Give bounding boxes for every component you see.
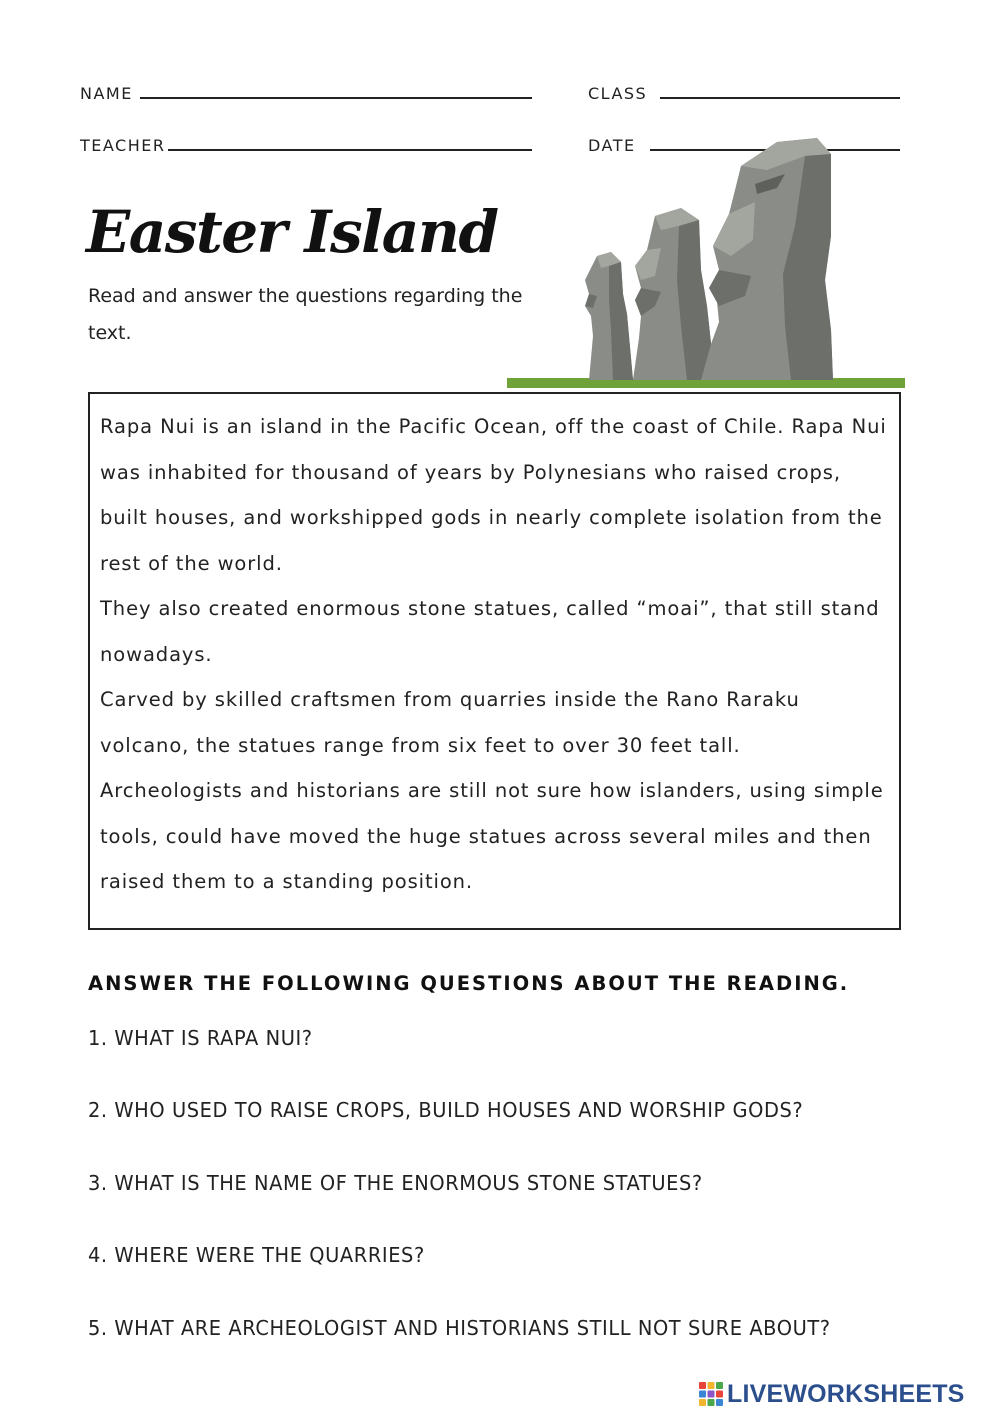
liveworksheets-logo-icon (698, 1381, 724, 1407)
moai-medium (633, 208, 715, 380)
question-1: 1. WHAT IS RAPA NUI? (88, 1026, 313, 1050)
moai-small (585, 252, 633, 380)
name-line[interactable] (140, 97, 532, 99)
moai-large (701, 138, 833, 380)
liveworksheets-logo-text: LIVEWORKSHEETS (727, 1379, 965, 1408)
question-5: 5. WHAT ARE ARCHEOLOGIST AND HISTORIANS STILL NOT SURE ABOUT? (88, 1316, 831, 1340)
moai-statues-icon (505, 130, 910, 392)
liveworksheets-logo[interactable] (698, 1378, 965, 1410)
reading-paragraph-2: They also created enormous stone statues, called “moai”, that still stand nowadays. (100, 597, 880, 666)
name-label: NAME (80, 84, 133, 103)
question-3: 3. WHAT IS THE NAME OF THE ENORMOUS STONE STATUES? (88, 1171, 703, 1195)
questions-heading: ANSWER THE FOLLOWING QUESTIONS ABOUT THE READING. (88, 972, 850, 995)
page-subtitle: Read and answer the questions regarding the text. (88, 285, 523, 344)
teacher-label: TEACHER (80, 136, 166, 155)
class-line[interactable] (660, 97, 900, 99)
class-label: CLASS (588, 84, 648, 103)
page-title: Easter Island (86, 198, 498, 266)
date-label: DATE (588, 136, 636, 155)
question-4: 4. WHERE WERE THE QUARRIES? (88, 1243, 425, 1267)
reading-paragraph-4: Archeologists and historians are still not sure how islanders, using simple tools, could have moved the huge statues across several miles and then raised them to a standing position. (100, 779, 884, 893)
reading-paragraph-3: Carved by skilled craftsmen from quarries inside the Rano Raraku volcano, the statues range from six feet to over 30 feet tall. (100, 688, 800, 757)
reading-passage (88, 392, 901, 930)
question-2: 2. WHO USED TO RAISE CROPS, BUILD HOUSES AND WORSHIP GODS? (88, 1098, 804, 1122)
reading-paragraph-1: Rapa Nui is an island in the Pacific Ocean, off the coast of Chile. Rapa Nui was inhabited for thousand of years by Polynesians who raised crops, built houses, and workshipped gods in nearly complete isolation from the rest of the world. (100, 415, 887, 575)
teacher-line[interactable] (168, 149, 532, 151)
